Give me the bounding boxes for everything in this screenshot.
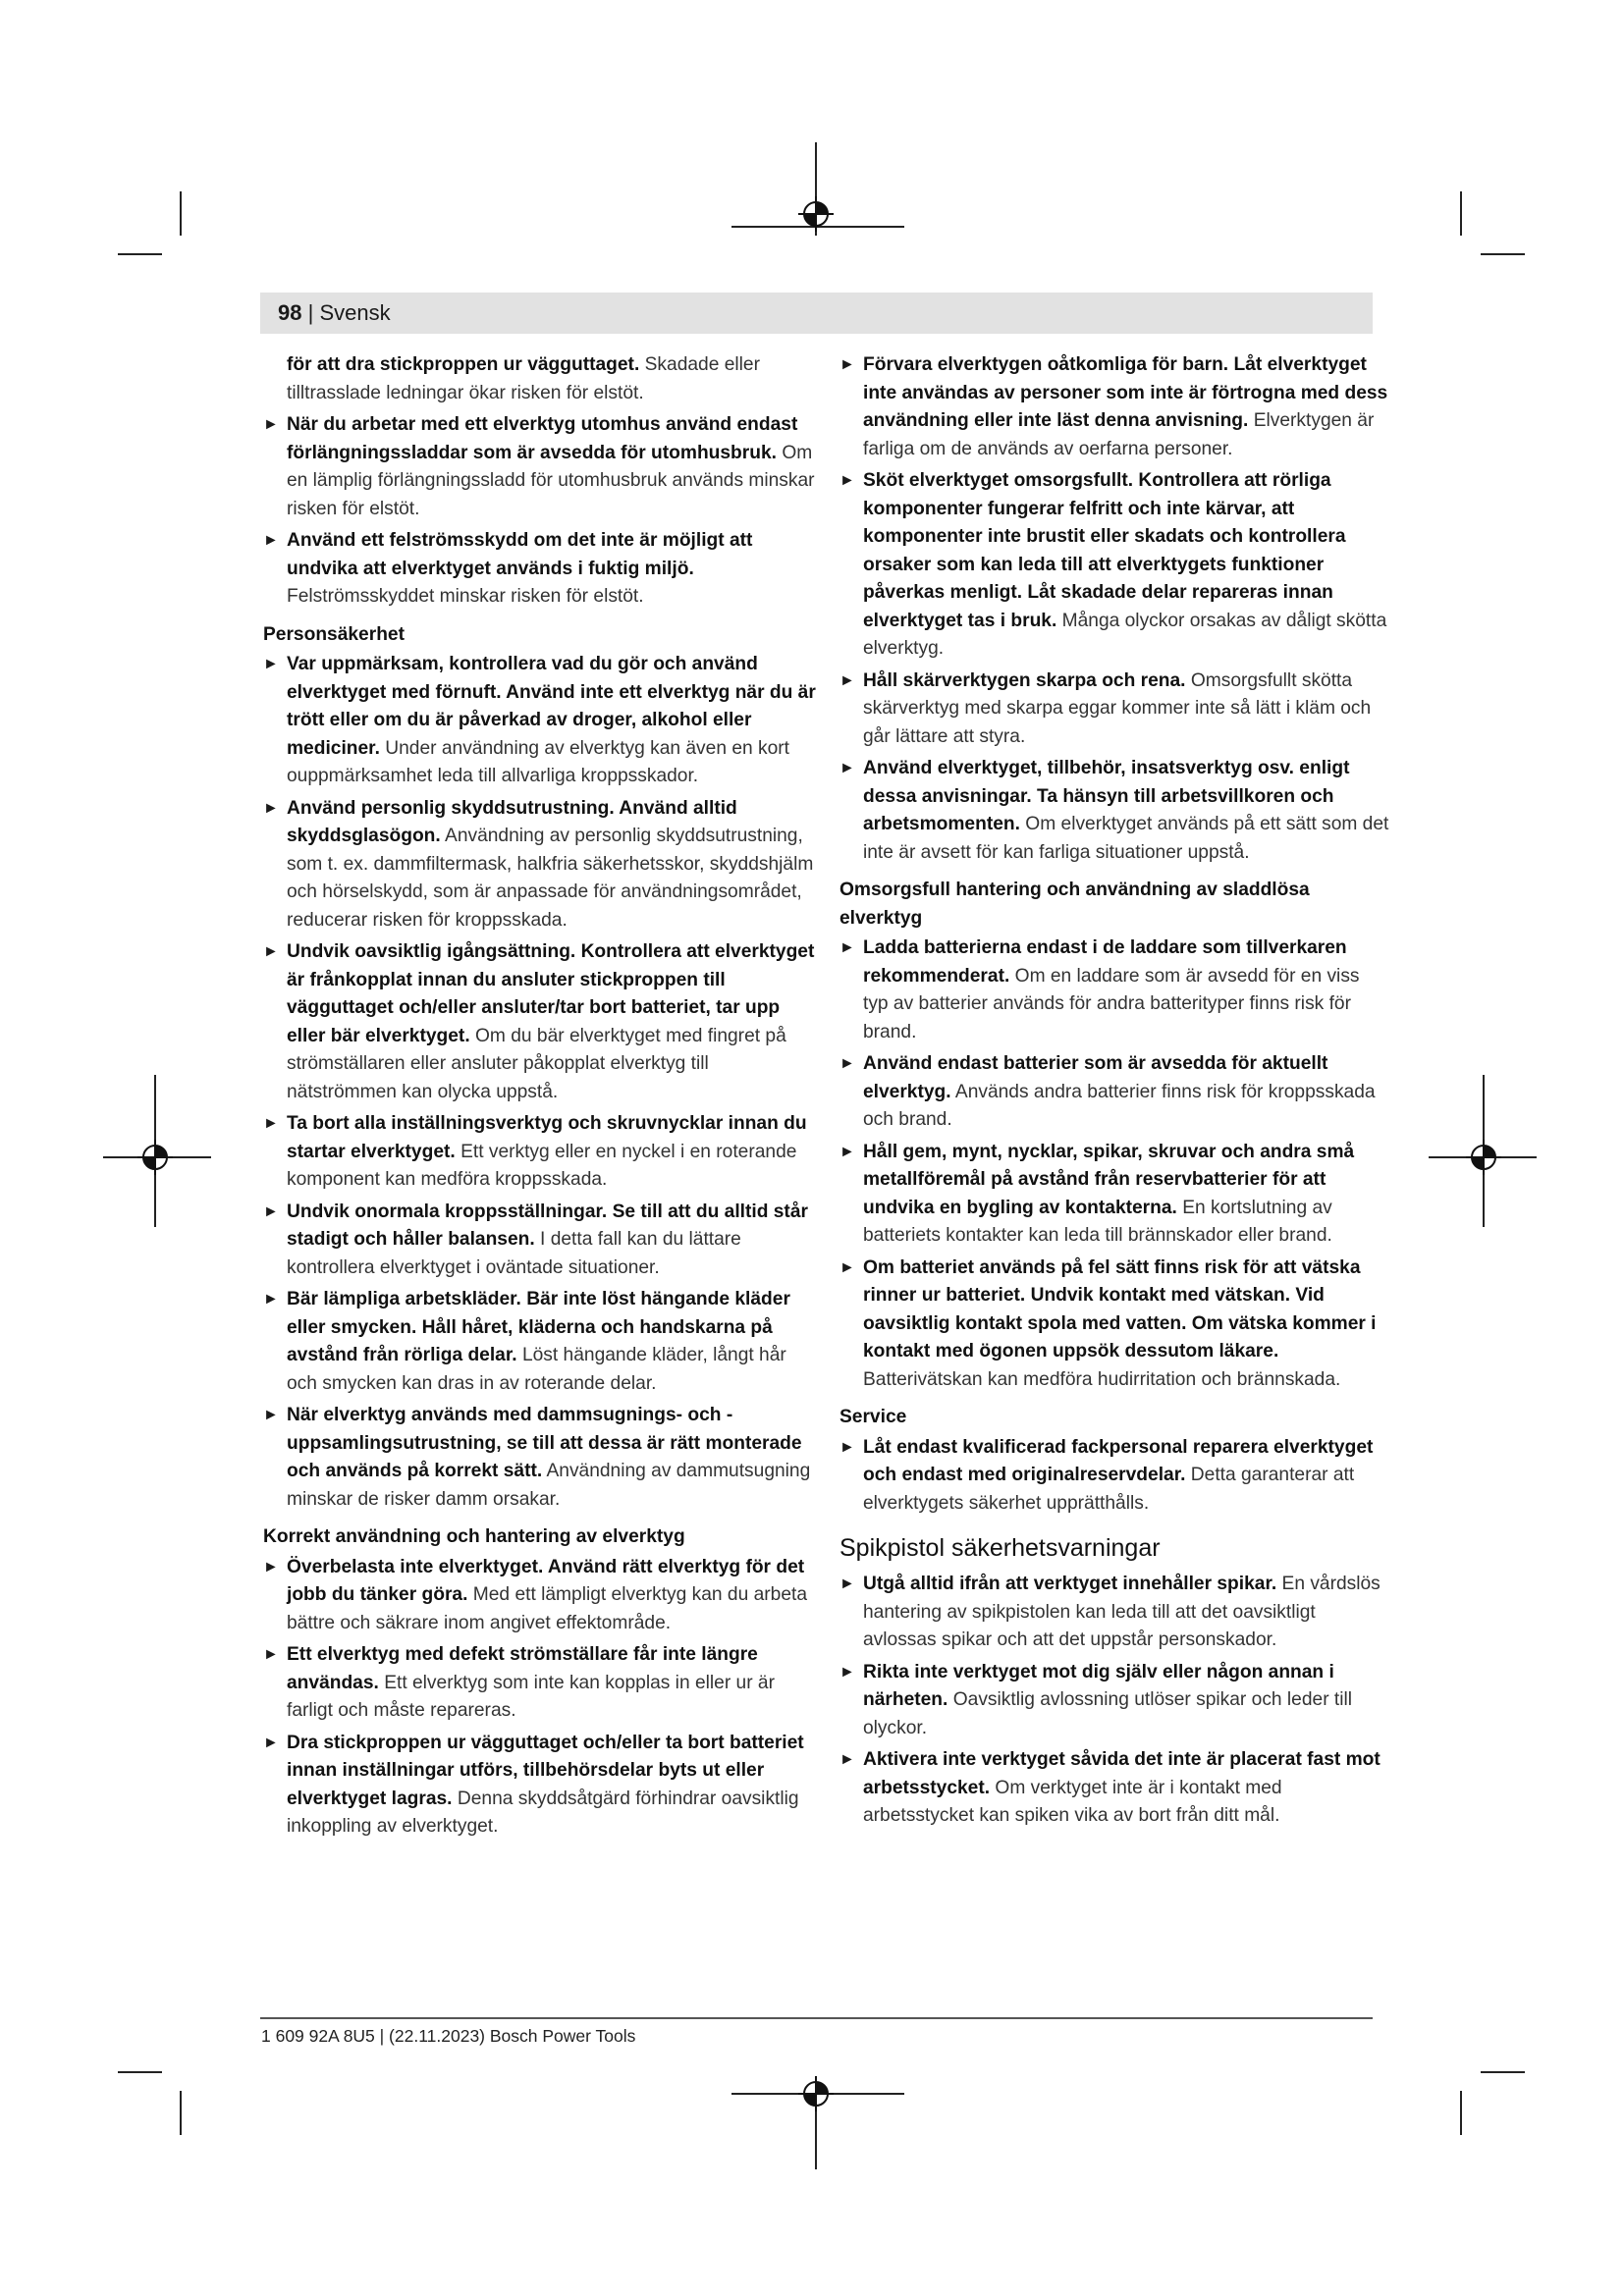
registration-target-icon: [796, 2074, 836, 2113]
item-bold-text: Håll skärverktygen skarpa och rena.: [863, 669, 1186, 691]
list-item: [839, 1139, 1389, 1251]
page-number: 98: [278, 300, 302, 325]
crop-mark: [1460, 191, 1462, 236]
left-column: [263, 351, 821, 1845]
item-text: Skadade eller tilltrasslade ledningar ökar risken för elstöt.: [287, 354, 760, 403]
list-group: [263, 651, 821, 1514]
bullet-arrow-icon: ►: [263, 416, 279, 433]
list-item: [839, 467, 1389, 664]
bullet-arrow-icon: ►: [263, 1202, 279, 1220]
crop-mark: [118, 253, 162, 255]
item-text: Detta garanterar att elverktygets säkerhet upprätthålls.: [863, 1465, 1355, 1514]
item-text: Ett elverktyg som inte kan kopplas in eller ur är farligt och måste repareras.: [287, 1672, 775, 1721]
list-item: [839, 1255, 1389, 1395]
registration-target-icon: [796, 194, 836, 234]
bullet-arrow-icon: ►: [839, 760, 855, 776]
crop-mark: [180, 2091, 182, 2135]
list-item: [263, 938, 821, 1106]
list-group: [263, 1554, 821, 1842]
item-bold-text: Dra stickproppen ur vägguttaget och/eller ta bort batteriet innan inställningar utförs, tillbehörsdelar byts ut eller elverktyget lagras.: [287, 1732, 804, 1809]
bullet-arrow-icon: ►: [263, 799, 279, 817]
bullet-arrow-icon: ►: [839, 671, 855, 689]
crop-mark: [180, 191, 182, 236]
list-item: [839, 755, 1389, 867]
registration-target-icon: [1464, 1138, 1503, 1177]
list-item: [263, 1402, 821, 1514]
page-footer: 1 609 92A 8U5 | (22.11.2023) Bosch Power Tools: [261, 2026, 636, 2046]
bullet-arrow-icon: ►: [263, 1646, 279, 1663]
list-group: [839, 934, 1389, 1394]
list-item: [839, 351, 1389, 463]
item-bold-text: Rikta inte verktyget mot dig själv eller någon annan i närheten.: [863, 1661, 1334, 1710]
footer-rule: [260, 2017, 1373, 2019]
bullet-arrow-icon: ►: [263, 656, 279, 672]
list-item: [263, 1286, 821, 1398]
list-group: [839, 1434, 1389, 1519]
list-item: [839, 1050, 1389, 1135]
list-item: [839, 1571, 1389, 1655]
bullet-arrow-icon: ►: [263, 1734, 279, 1751]
list-group: [263, 411, 821, 612]
item-text: Om verktyget inte är i kontakt med arbetsstycket kan spiken vika av bort från ditt mål.: [863, 1777, 1282, 1826]
item-text: Oavsiktlig avlossning utlöser spikar och leder till olyckor.: [863, 1689, 1353, 1738]
list-item: [839, 1746, 1389, 1831]
item-text: Löst hängande kläder, långt hår och smycken kan dras in av roterande delar.: [287, 1345, 786, 1394]
item-bold-text: Förvara elverktygen oåtkomliga för barn. Låt elverktyget inte användas av personer som inte är förtrogna med dess användning eller inte läst denna anvisning.: [863, 354, 1388, 431]
item-bold-text: Utgå alltid ifrån att verktyget innehåller spikar.: [863, 1574, 1277, 1594]
list-item: [263, 351, 821, 407]
item-text: Denna skyddsåtgärd förhindrar oavsiktlig inkoppling av elverktyget.: [287, 1788, 799, 1837]
list-group: [839, 1571, 1389, 1831]
item-text: Ett verktyg eller en nyckel i en roterande komponent kan medföra kroppsskada.: [287, 1141, 797, 1190]
item-text: Elverktygen är farliga om de används av oerfarna personer.: [863, 410, 1375, 459]
item-bold-text: Använd endast batterier som är avsedda för aktuellt elverktyg.: [863, 1053, 1328, 1102]
list-item: [263, 651, 821, 791]
list-item: [263, 411, 821, 523]
item-text: Med ett lämpligt elverktyg kan du arbeta bättre och säkrare inom angivet effektområde.: [287, 1584, 808, 1633]
item-bold-text: Överbelasta inte elverktyget. Använd rätt elverktyg för det jobb du tänker göra.: [287, 1556, 805, 1605]
registration-target-icon: [135, 1138, 175, 1177]
right-column: [839, 351, 1389, 1835]
item-text: Felströmsskyddet minskar risken för elstöt.: [287, 586, 644, 607]
list-item: [263, 1554, 821, 1638]
item-bold-text: Ta bort alla inställningsverktyg och skruvnycklar innan du startar elverktyget.: [287, 1113, 807, 1162]
item-text: En kortslutning av batteriets kontakter kan leda till brännskador eller brand.: [863, 1197, 1332, 1246]
crop-mark: [1481, 2071, 1525, 2073]
item-bold-text: När du arbetar med ett elverktyg utomhus använd endast förlängningssladdar som är avsedda för utomhusbruk.: [287, 414, 798, 463]
item-bold-text: Använd ett felströmsskydd om det inte är möjligt att undvika att elverktyget används i fuktig miljö.: [287, 530, 753, 579]
list-item: [263, 1199, 821, 1283]
list-item: [839, 934, 1389, 1046]
crop-mark: [1481, 253, 1525, 255]
page-header: [278, 299, 391, 327]
subsection-heading: Spikpistol säkerhetsvarningar: [839, 1534, 1161, 1562]
item-bold-text: Undvik onormala kroppsställningar. Se till att du alltid står stadigt och håller balansen.: [287, 1201, 808, 1250]
list-item: [263, 1641, 821, 1726]
bullet-arrow-icon: ►: [263, 943, 279, 960]
list-item: [263, 795, 821, 935]
item-bold-text: Använd elverktyget, tillbehör, insatsverktyg osv. enligt dessa anvisningar. Ta hänsyn till arbetsvillkoren och arbetsmomenten.: [863, 758, 1350, 834]
item-bold-text: Ladda batterierna endast i de laddare som tillverkaren rekommenderat.: [863, 937, 1347, 987]
item-bold-text: Använd personlig skyddsutrustning. Använd alltid skyddsglasögon.: [287, 797, 737, 846]
item-bold-text: Aktivera inte verktyget såvida det inte är placerat fast mot arbetsstycket.: [863, 1749, 1380, 1798]
item-text: Används andra batterier finns risk för kroppsskada och brand.: [863, 1081, 1376, 1130]
crop-mark: [118, 2071, 162, 2073]
bullet-arrow-icon: ►: [263, 1291, 279, 1308]
bullet-arrow-icon: ►: [263, 1115, 279, 1132]
list-item: [839, 667, 1389, 752]
header-language: Svensk: [319, 300, 391, 325]
item-bold-text: Bär lämpliga arbetskläder. Bär inte löst hängande kläder eller smycken. Håll håret, kläderna och handskarna på avstånd från rörliga delar.: [287, 1289, 790, 1365]
page-header-bar: [260, 293, 1373, 334]
bullet-arrow-icon: ►: [839, 1438, 855, 1456]
bullet-arrow-icon: ►: [263, 1407, 279, 1423]
header-separator: |: [301, 300, 320, 325]
item-text: Batterivätskan kan medföra hudirritation och brännskada.: [863, 1368, 1341, 1390]
item-text: Om en lämplig förlängningssladd för utomhusbruk används minskar risken för elstöt.: [287, 442, 815, 519]
item-text: Många olyckor orsakas av dåligt skötta elverktyg.: [863, 610, 1387, 659]
list-item: [263, 1110, 821, 1195]
item-text: Om en laddare som är avsedd för en viss typ av batterier används för andra batterityper finns risk för brand.: [863, 965, 1360, 1042]
bullet-arrow-icon: ►: [839, 356, 855, 373]
list-item: [839, 1659, 1389, 1743]
bullet-arrow-icon: ►: [839, 1575, 855, 1592]
bullet-arrow-icon: ►: [839, 1143, 855, 1160]
item-text: Om elverktyget används på ett sätt som det inte är avsett för kan farliga situationer uppstå.: [863, 814, 1389, 863]
item-text: Under användning av elverktyg kan även en kort ouppmärksamhet leda till allvarliga kroppsskador.: [287, 737, 789, 786]
item-bold-text: Om batteriet används på fel sätt finns risk för att vätska rinner ur batteriet. Undvik kontakt med vätskan. Vid oavsiktlig kontakt spola med vatten. Om vätska kommer i kontakt med ögonen uppsök dessutom läkare.: [863, 1256, 1377, 1362]
item-bold-text: När elverktyg används med dammsugnings- och -uppsamlingsutrustning, se till att dessa är rätt monterade och används på korrekt sätt.: [287, 1405, 802, 1481]
list-item: [839, 1434, 1389, 1519]
item-text: Omsorgsfullt skötta skärverktyg med skarpa eggar kommer inte så lätt i kläm och går lättare att styra.: [863, 669, 1372, 747]
item-text: I detta fall kan du lättare kontrollera elverktyget i oväntade situationer.: [287, 1229, 741, 1278]
item-text: Användning av personlig skyddsutrustning, som t. ex. dammfiltermask, halkfria säkerhetsskor, skyddshjälm och hörselskydd, som är anpassade för användningsområdet, reducerar risken för kroppsskada.: [287, 826, 814, 931]
section-heading: Korrekt användning och hantering av elverktyg: [263, 1526, 685, 1547]
item-bold-text: Undvik oavsiktlig igångsättning. Kontrollera att elverktyget är frånkopplat innan du ansluter stickproppen till vägguttaget och/eller ansluter/tar bort batteriet, tar upp eller bär elverktyget.: [287, 941, 815, 1046]
item-bold-text: Låt endast kvalificerad fackpersonal reparera elverktyget och endast med originalreservdelar.: [863, 1436, 1374, 1485]
list-item: [263, 527, 821, 612]
crop-mark: [1460, 2091, 1462, 2135]
bullet-arrow-icon: ►: [839, 1055, 855, 1072]
bullet-arrow-icon: ►: [263, 532, 279, 549]
bullet-arrow-icon: ►: [263, 1558, 279, 1575]
list-group: [839, 351, 1389, 867]
section-heading: Service: [839, 1407, 907, 1427]
item-bold-text: Håll gem, mynt, nycklar, spikar, skruvar och andra små metallföremål på avstånd från reservbatterier för att undvika en bygling av kontakterna.: [863, 1141, 1355, 1218]
item-text: En vårdslös hantering av spikpistolen kan leda till att det oavsiktligt avlossas spikar och att det uppstår personskador.: [863, 1574, 1380, 1650]
item-bold-text: för att dra stickproppen ur vägguttaget.: [287, 354, 640, 375]
item-bold-text: Var uppmärksam, kontrollera vad du gör och använd elverktyget med förnuft. Använd inte ett elverktyg när du är trött eller om du är påverkad av droger, alkohol eller mediciner.: [287, 654, 816, 759]
item-text: Om du bär elverktyget med fingret på strömställaren eller ansluter påkopplat elverktyg till nätströmmen kan olycka uppstå.: [287, 1025, 786, 1102]
item-bold-text: Sköt elverktyget omsorgsfullt. Kontrollera att rörliga komponenter fungerar felfritt och inte kärvar, att komponenter inte brustit eller skadats och kontrollera orsaker som kan leda till att elverktygets funktioner påverkas menligt. Låt skadade delar repareras innan elverktyget tas i bruk.: [863, 470, 1346, 631]
item-bold-text: Ett elverktyg med defekt strömställare får inte längre användas.: [287, 1644, 758, 1693]
section-heading: Omsorgsfull hantering och användning av sladdlösa elverktyg: [839, 880, 1310, 929]
bullet-arrow-icon: ►: [839, 1258, 855, 1276]
bullet-arrow-icon: ►: [839, 472, 855, 489]
item-text: Användning av dammutsugning minskar de risker damm orsakar.: [287, 1461, 811, 1510]
bullet-arrow-icon: ►: [839, 1751, 855, 1768]
bullet-arrow-icon: ►: [839, 939, 855, 956]
section-heading: Personsäkerhet: [263, 623, 405, 645]
list-item: [263, 1730, 821, 1842]
bullet-arrow-icon: ►: [839, 1663, 855, 1681]
